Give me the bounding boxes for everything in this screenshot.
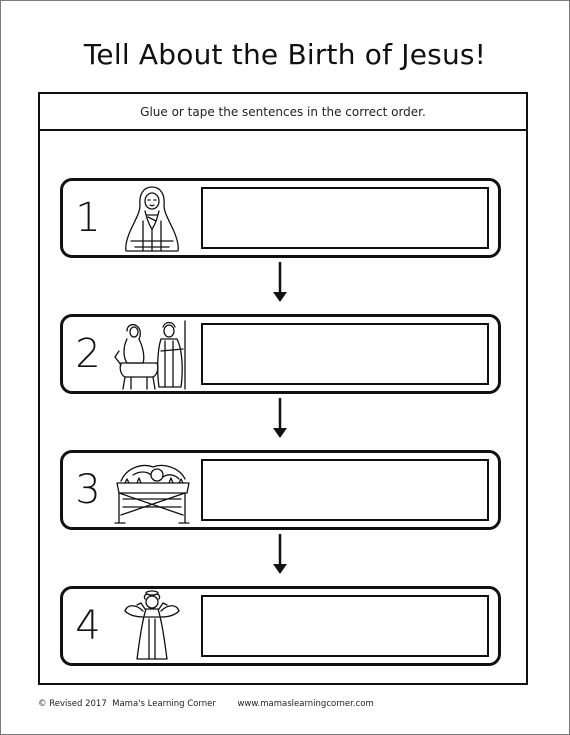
arrow-down-icon	[270, 396, 290, 440]
arrow-down-icon	[270, 260, 290, 304]
step-row-4	[60, 586, 501, 666]
glue-box-2	[201, 323, 489, 385]
angel-figure-icon	[113, 589, 191, 663]
glue-box-3	[201, 459, 489, 521]
glue-box-1	[201, 187, 489, 249]
instruction-text: Glue or tape the sentences in the correct order.	[40, 94, 526, 131]
page-title: Tell About the Birth of Jesus!	[83, 38, 487, 71]
website-text: www.mamaslearningcorner.com	[237, 699, 374, 709]
step-row-3	[60, 450, 501, 530]
arrow-down-icon	[270, 532, 290, 576]
step-number: 3	[75, 467, 101, 513]
copyright-text: © Revised 2017 Mama's Learning Corner	[38, 699, 216, 709]
mary-joseph-donkey-icon	[113, 317, 191, 391]
step-number: 2	[75, 331, 101, 377]
glue-box-4	[201, 595, 489, 657]
footer	[38, 699, 374, 709]
baby-in-manger-icon	[113, 453, 191, 527]
step-number: 4	[75, 603, 101, 649]
step-row-2	[60, 314, 501, 394]
step-row-1	[60, 178, 501, 258]
mary-figure-icon	[113, 181, 191, 255]
step-number: 1	[75, 195, 101, 241]
